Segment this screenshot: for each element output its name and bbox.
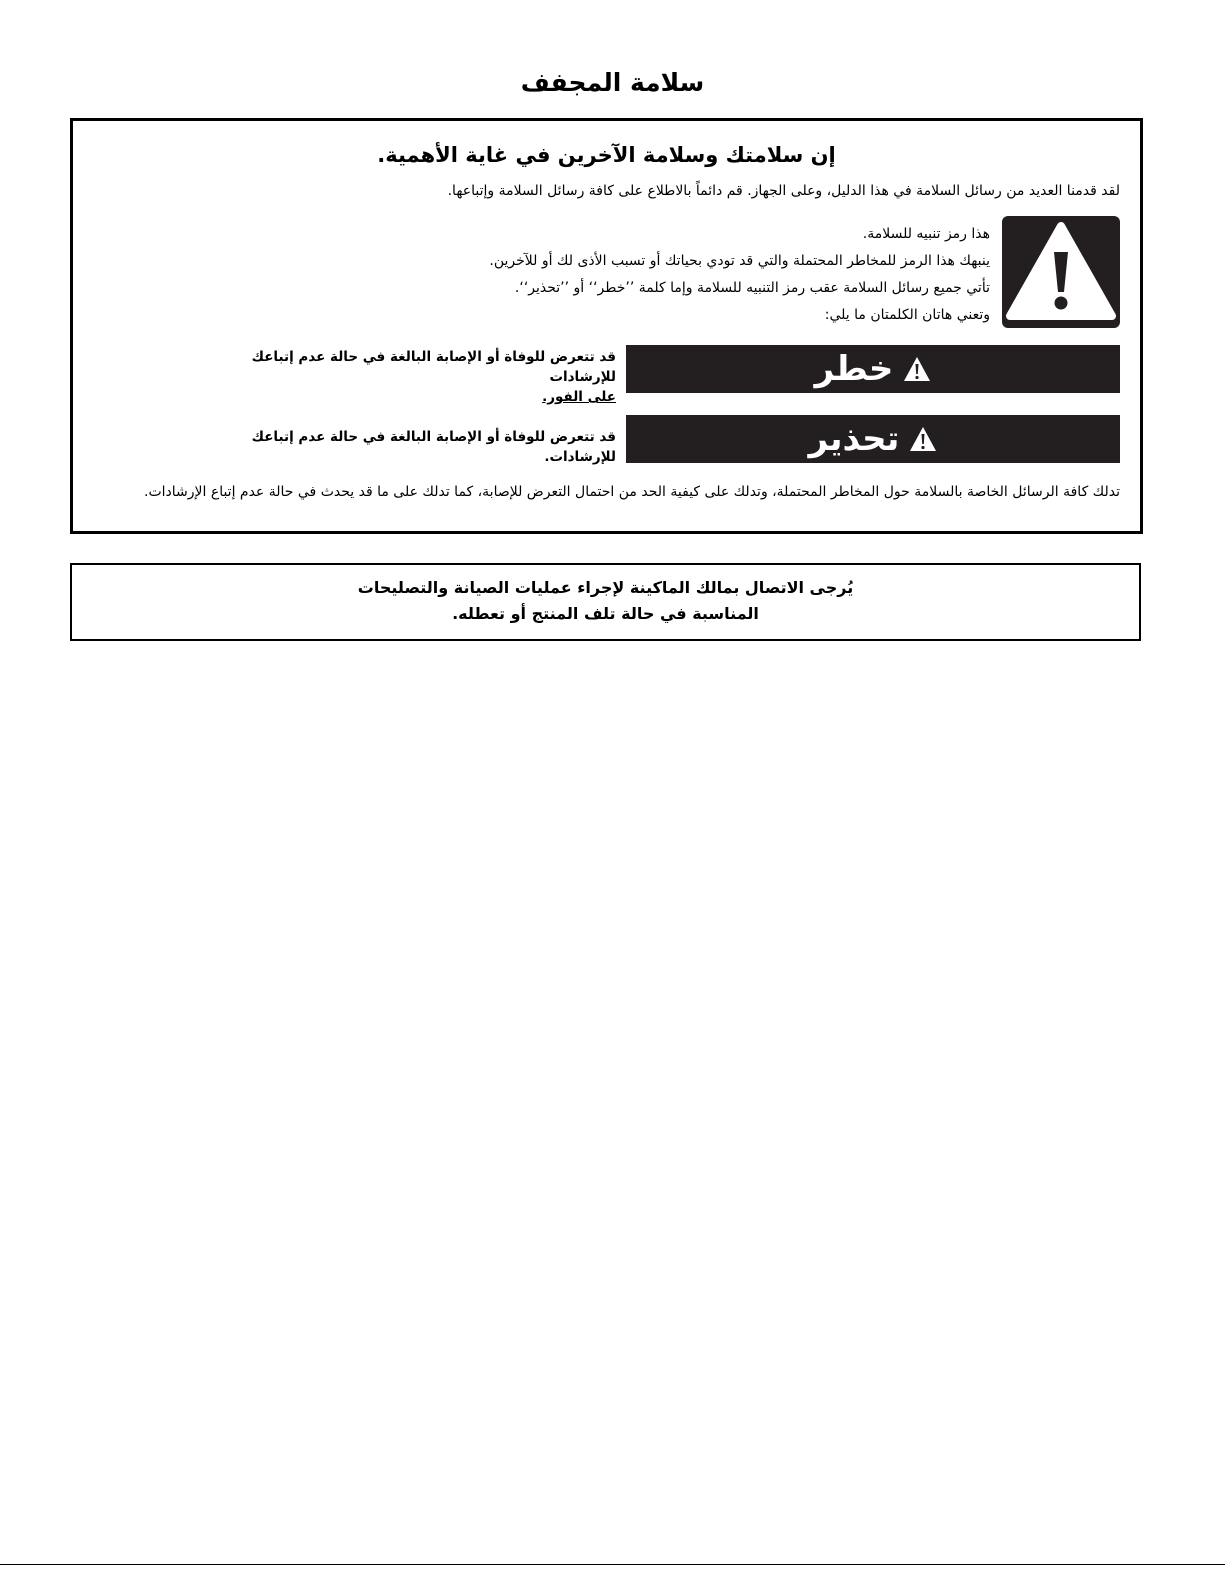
symbol-line: هذا رمز تنبيه للسلامة. [862, 226, 990, 242]
warning-signal-bar [626, 415, 1120, 463]
danger-text-line: على الفور. [542, 389, 616, 405]
danger-signal-bar [626, 345, 1120, 393]
page-bottom-rule [0, 1564, 1225, 1565]
symbol-explanation [370, 221, 990, 329]
warning-triangle-icon [909, 426, 937, 452]
warning-label: تحذير [808, 419, 900, 459]
page-title: سلامة المجفف [520, 68, 705, 97]
symbol-line: تأتي جميع رسائل السلامة عقب رمز التنبيه للسلامة وإما كلمة ’’خطر‘‘ أو ’’تحذير‘‘. [514, 280, 990, 296]
danger-description [181, 347, 616, 407]
danger-text-line: قد تتعرض للوفاة أو الإصابة البالغة في حالة عدم إتباعك للإرشادات [251, 349, 616, 385]
safety-intro: لقد قدمنا العديد من رسائل السلامة في هذا الدليل، وعلى الجهاز. قم دائماً بالاطلاع على كافة رسائل السلامة وإتباعها. [447, 183, 1120, 199]
warning-description: قد تتعرض للوفاة أو الإصابة البالغة في حالة عدم إتباعك للإرشادات. [251, 429, 616, 465]
warning-triangle-icon [903, 356, 931, 382]
contact-line: المناسبة في حالة تلف المنتج أو تعطله. [452, 604, 759, 623]
contact-notice-box [70, 563, 1141, 641]
safety-explanation: تدلك كافة الرسائل الخاصة بالسلامة حول المخاطر المحتملة، وتدلك على كيفية الحد من احتمال التعرض للإصابة، كما تدلك على ما قد يحدث في حالة عدم إتباع الإرشادات. [144, 484, 1120, 500]
contact-line: يُرجى الاتصال بمالك الماكينة لإجراء عمليات الصيانة والتصليحات [357, 578, 854, 597]
safety-notice-box [70, 118, 1143, 534]
danger-label: خطر [814, 349, 894, 389]
symbol-line: ينبهك هذا الرمز للمخاطر المحتملة والتي قد تودي بحياتك أو تسبب الأذى لك أو للآخرين. [489, 253, 990, 269]
safety-heading: إن سلامتك وسلامة الآخرين في غاية الأهمية. [377, 143, 836, 167]
symbol-line: وتعني هاتان الكلمتان ما يلي: [824, 307, 990, 323]
safety-alert-icon [1002, 216, 1120, 328]
